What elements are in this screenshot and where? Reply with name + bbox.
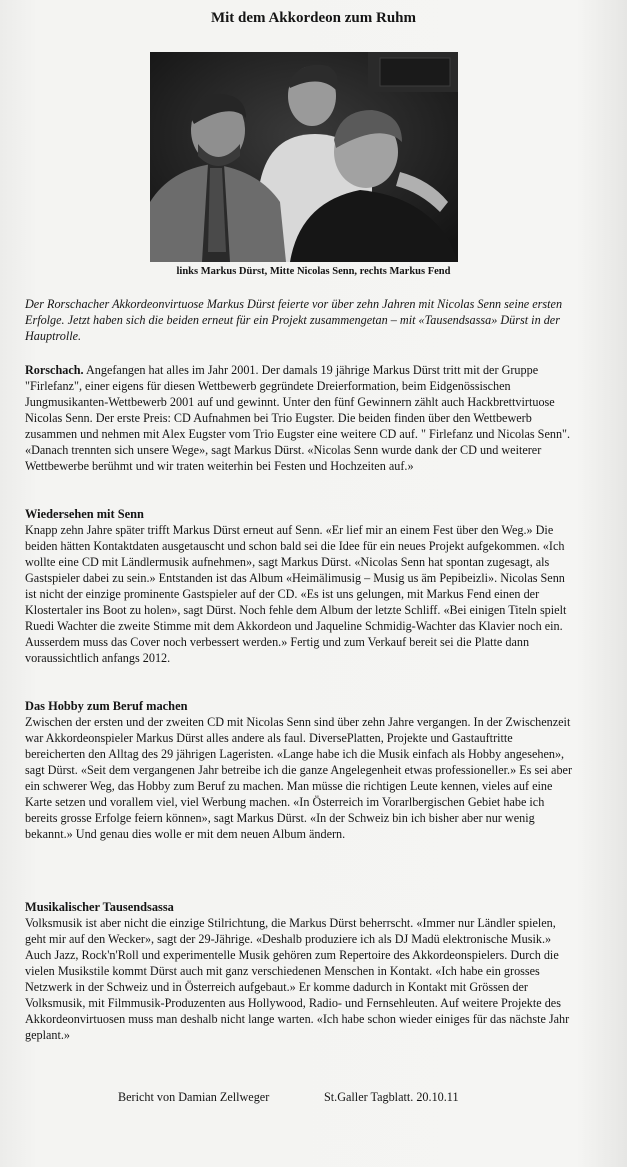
article-photo xyxy=(150,52,458,262)
byline-author: Bericht von Damian Zellweger xyxy=(118,1090,270,1104)
section-text-wiedersehen: Knapp zehn Jahre später trifft Markus Dürst erneut auf Senn. «Er lief mir an einem Fest über den Weg.» Die beiden hätten Kontaktdaten ausgetauscht und schon bald sei die Idee für ein neues Projekt aufgekommen. «Ich wollte eine CD mit Ländlermusik aufnehmen», sagt Markus Dürst. «Nicolas Senn hat spontan zugesagt, als Gastspieler dabei zu sein.» Entstanden ist das Album «Heimälimusig – Musig us äm Pepibeizli». Nicolas Senn ist nicht der einzige prominente Gastspieler auf der CD. «Es ist uns gelungen, mit Markus Fend einen der Klostertaler ins Boot zu holen», sagt Dürst. Noch fehle dem Album der letzte Schliff. «Bei einigen Titeln spielt Ruedi Wachter die zweite Stimme mit dem Akkordeon und Jaqueline Schmidig-Wachter das Klavier noch ein. Ausserdem muss das Cover noch verbessert werden.» Fertig und zum Verkauf bereit sei die Platte dann voraussichtlich anfangs 2012. xyxy=(25,523,567,665)
byline-source: St.Galler Tagblatt. 20.10.11 xyxy=(324,1090,459,1104)
section-heading-hobby: Das Hobby zum Beruf machen xyxy=(25,699,188,713)
photo-caption: links Markus Dürst, Mitte Nicolas Senn, rechts Markus Fend xyxy=(176,266,451,277)
section-heading-wiedersehen: Wiedersehen mit Senn xyxy=(25,507,144,521)
intro-paragraph xyxy=(25,362,573,474)
section-text-hobby: Zwischen der ersten und der zweiten CD mit Nicolas Senn sind über zehn Jahre vergangen. In der Zwischenzeit war Akkordeonspieler Markus Dürst alles andere als faul. DiversePlatten, Projekte und Gastauftritte bereicherten den Alltag des 29 jährigen Lageristen. «Lange habe ich die Musik einfach als Hobby angesehen», sagt Dürst. «Seit dem vergangenen Jahr betreibe ich die ganze Angelegenheit etwas professioneller.» Es sei aber ein schwerer Weg, das Hobby zum Beruf zu machen. Man müsse die richtigen Leute kennen, vieles auf eine Karte setzen und vorallem viel, viel Werbung machen. «In Österreich im Vorarlbergischen Gebiet habe ich bereits grosse Erfolge feiern können», sagt Markus Dürst. «In der Schweiz bin ich bisher aber nur wenig bekannt.» Und genau dies wolle er mit dem neuen Album ändern. xyxy=(25,715,573,841)
dateline: Rorschach. xyxy=(25,363,84,377)
intro-text: Angefangen hat alles im Jahr 2001. Der damals 19 jährige Markus Dürst tritt mit der Gruppe "Firlefanz", einer eigens für diesen Wettbewerb gegründete Dreierformation, beim Eidgenössischen Jungmusikanten-Wettbewerb 2001 auf und gewinnt. Unter den fünf Gewinnern zählt auch Hackbrettvirtuose Nicolas Senn. Der erste Preis: CD Aufnahmen bei Trio Eugster. Die beiden finden über den Wettbewerb zusammen und nehmen mit Alex Eugster vom Trio Eugster eine weitere CD auf. " Firlefanz und Nicolas Senn". «Danach trennten sich unsere Wege», sagt Markus Dürst. «Nicolas Senn wurde dank der CD und weiterer Wettbewerbe berühmt und wir traten weiterhin bei Festen und Hochzeiten auf.» xyxy=(25,363,571,473)
article-lead: Der Rorschacher Akkordeonvirtuose Markus Dürst feierte vor über zehn Jahren mit Nicolas Senn seine ersten Erfolge. Jetzt haben sich die beiden erneut für ein Projekt zusammengetan – mit «Tausendsassa» Dürst in der Hauptrolle. xyxy=(25,297,563,343)
article-title: Mit dem Akkordeon zum Ruhm xyxy=(210,10,416,26)
section-text-tausendsassa: Volksmusik ist aber nicht die einzige Stilrichtung, die Markus Dürst beherrscht. «Immer nur Ländler spielen, geht mir auf den Wecker», sagt der 29-Jährige. «Deshalb produziere ich als DJ Madü elektronische Musik.» Auch Jazz, Rock'n'Roll und experimentelle Musik gehören zum Repertoire des Akkordeonspielers. Durch die vielen Musikstile kommt Dürst auch mit ganz verschiedenen Menschen in Kontakt. «Ich habe ein grosses Netzwerk in der Schweiz und in Österreich aufgebaut.» Er komme dadurch in Kontakt mit Grössen der Volksmusik, mit Filmmusik-Produzenten aus Hollywood, Radio- und Fernsehleuten. Auf weitere Projekte des Akkordeonvirtuosen muss man deshalb nicht lange warten. «Ich habe schon wieder einiges für das nächste Jahr geplant.» xyxy=(25,916,570,1042)
photo-three-men-image xyxy=(150,52,458,262)
section-heading-tausendsassa: Musikalischer Tausendsassa xyxy=(25,900,174,914)
